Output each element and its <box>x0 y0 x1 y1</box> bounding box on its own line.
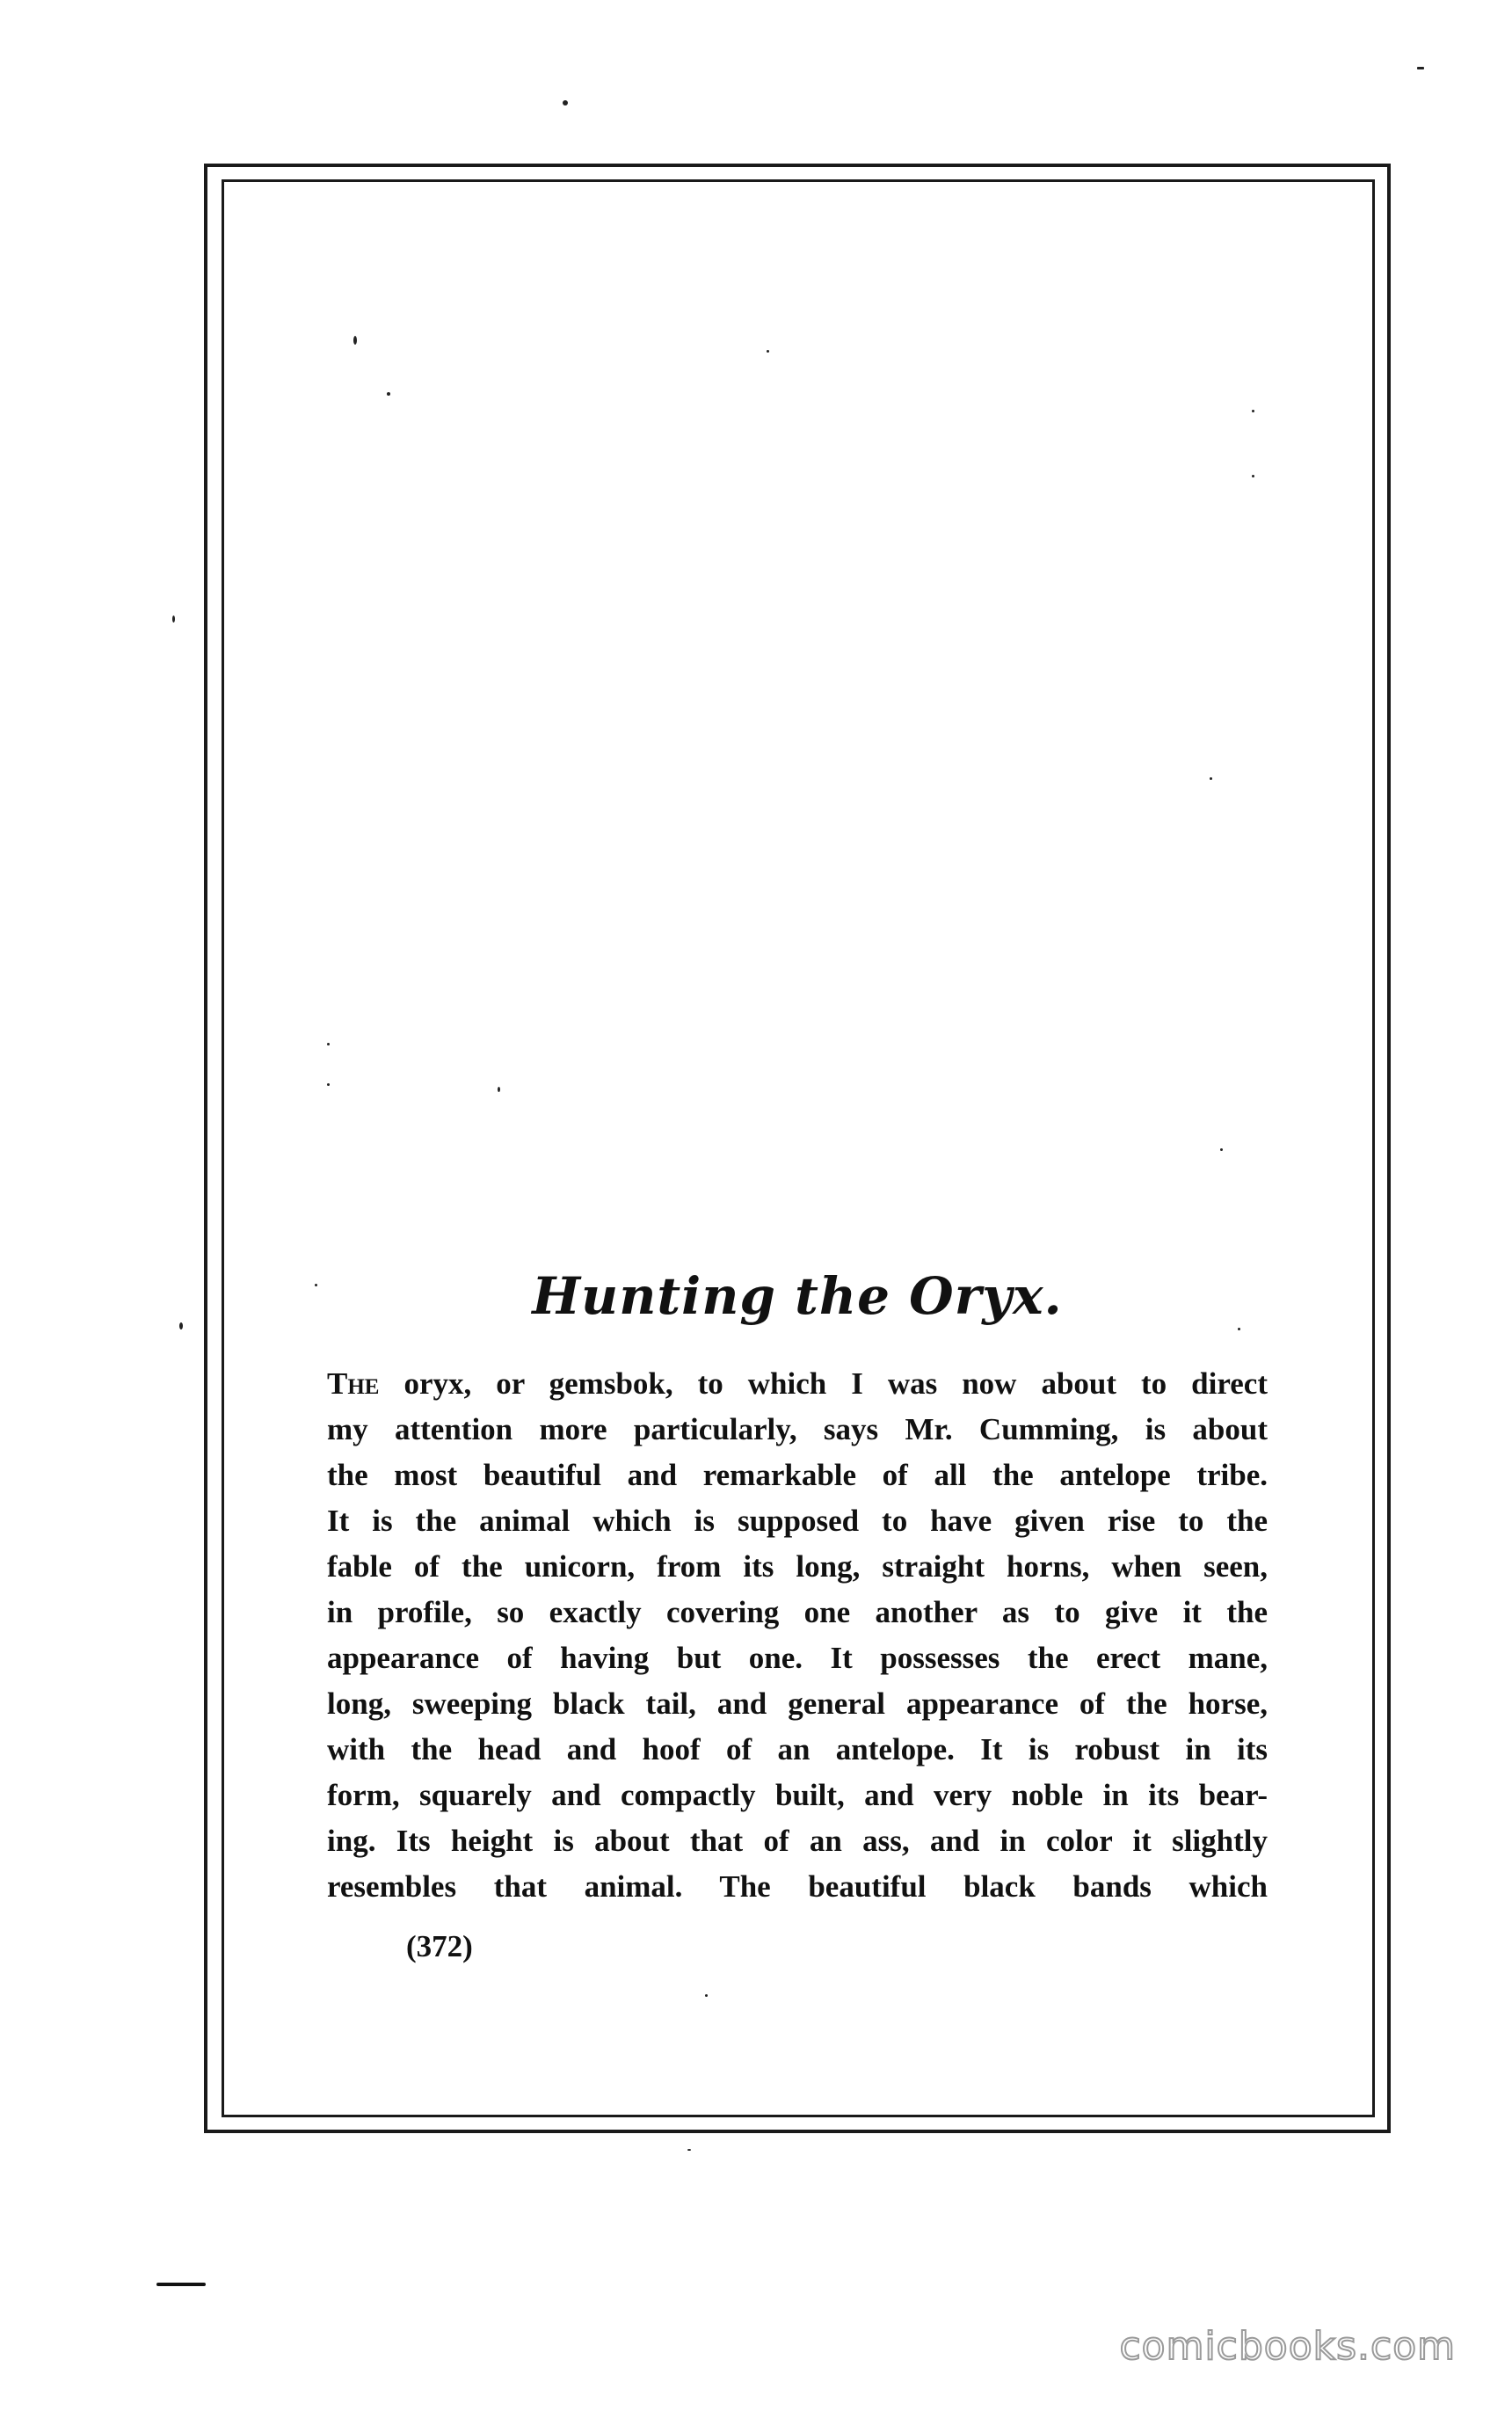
paragraph-line: form, squarely and compactly built, and very noble in its bear- <box>327 1778 1268 1812</box>
site-watermark: comicbooks.com <box>1119 2324 1456 2369</box>
text-block <box>327 1266 1268 1964</box>
paragraph-line <box>327 1361 1268 1407</box>
paragraph-line: the most beautiful and remarkable of all the antelope tribe. <box>327 1458 1268 1492</box>
body-paragraph <box>327 1361 1268 1910</box>
ink-dash <box>156 2283 206 2286</box>
page-number: (372) <box>406 1929 473 1963</box>
ink-speck <box>687 2149 691 2151</box>
ink-speck <box>172 615 175 623</box>
paragraph-line: long, sweeping black tail, and general appearance of the horse, <box>327 1686 1268 1721</box>
paragraph-line: my attention more particularly, says Mr. Cumming, is about <box>327 1412 1268 1446</box>
paragraph-line: with the head and hoof of an antelope. It is robust in its <box>327 1732 1268 1766</box>
paragraph-line: resembles that animal. The beautiful black bands which <box>327 1869 1268 1904</box>
paragraph-line: ing. Its height is about that of an ass, and in color it slightly <box>327 1824 1268 1858</box>
paragraph-line: It is the animal which is supposed to have given rise to the <box>327 1504 1268 1538</box>
chapter-title: Hunting the Oryx. <box>532 1266 1063 1326</box>
ink-speck <box>179 1322 183 1329</box>
ink-speck <box>1417 67 1424 69</box>
lead-word: The <box>327 1366 380 1401</box>
paragraph-line-text: oryx, or gemsbok, to which I was now about to direct <box>379 1366 1268 1401</box>
paragraph-line: fable of the unicorn, from its long, straight horns, when seen, <box>327 1549 1268 1584</box>
paragraph-line: in profile, so exactly covering one another as to give it the <box>327 1595 1268 1629</box>
paragraph-line: appearance of having but one. It possesses the erect mane, <box>327 1641 1268 1675</box>
ink-speck <box>563 100 568 106</box>
